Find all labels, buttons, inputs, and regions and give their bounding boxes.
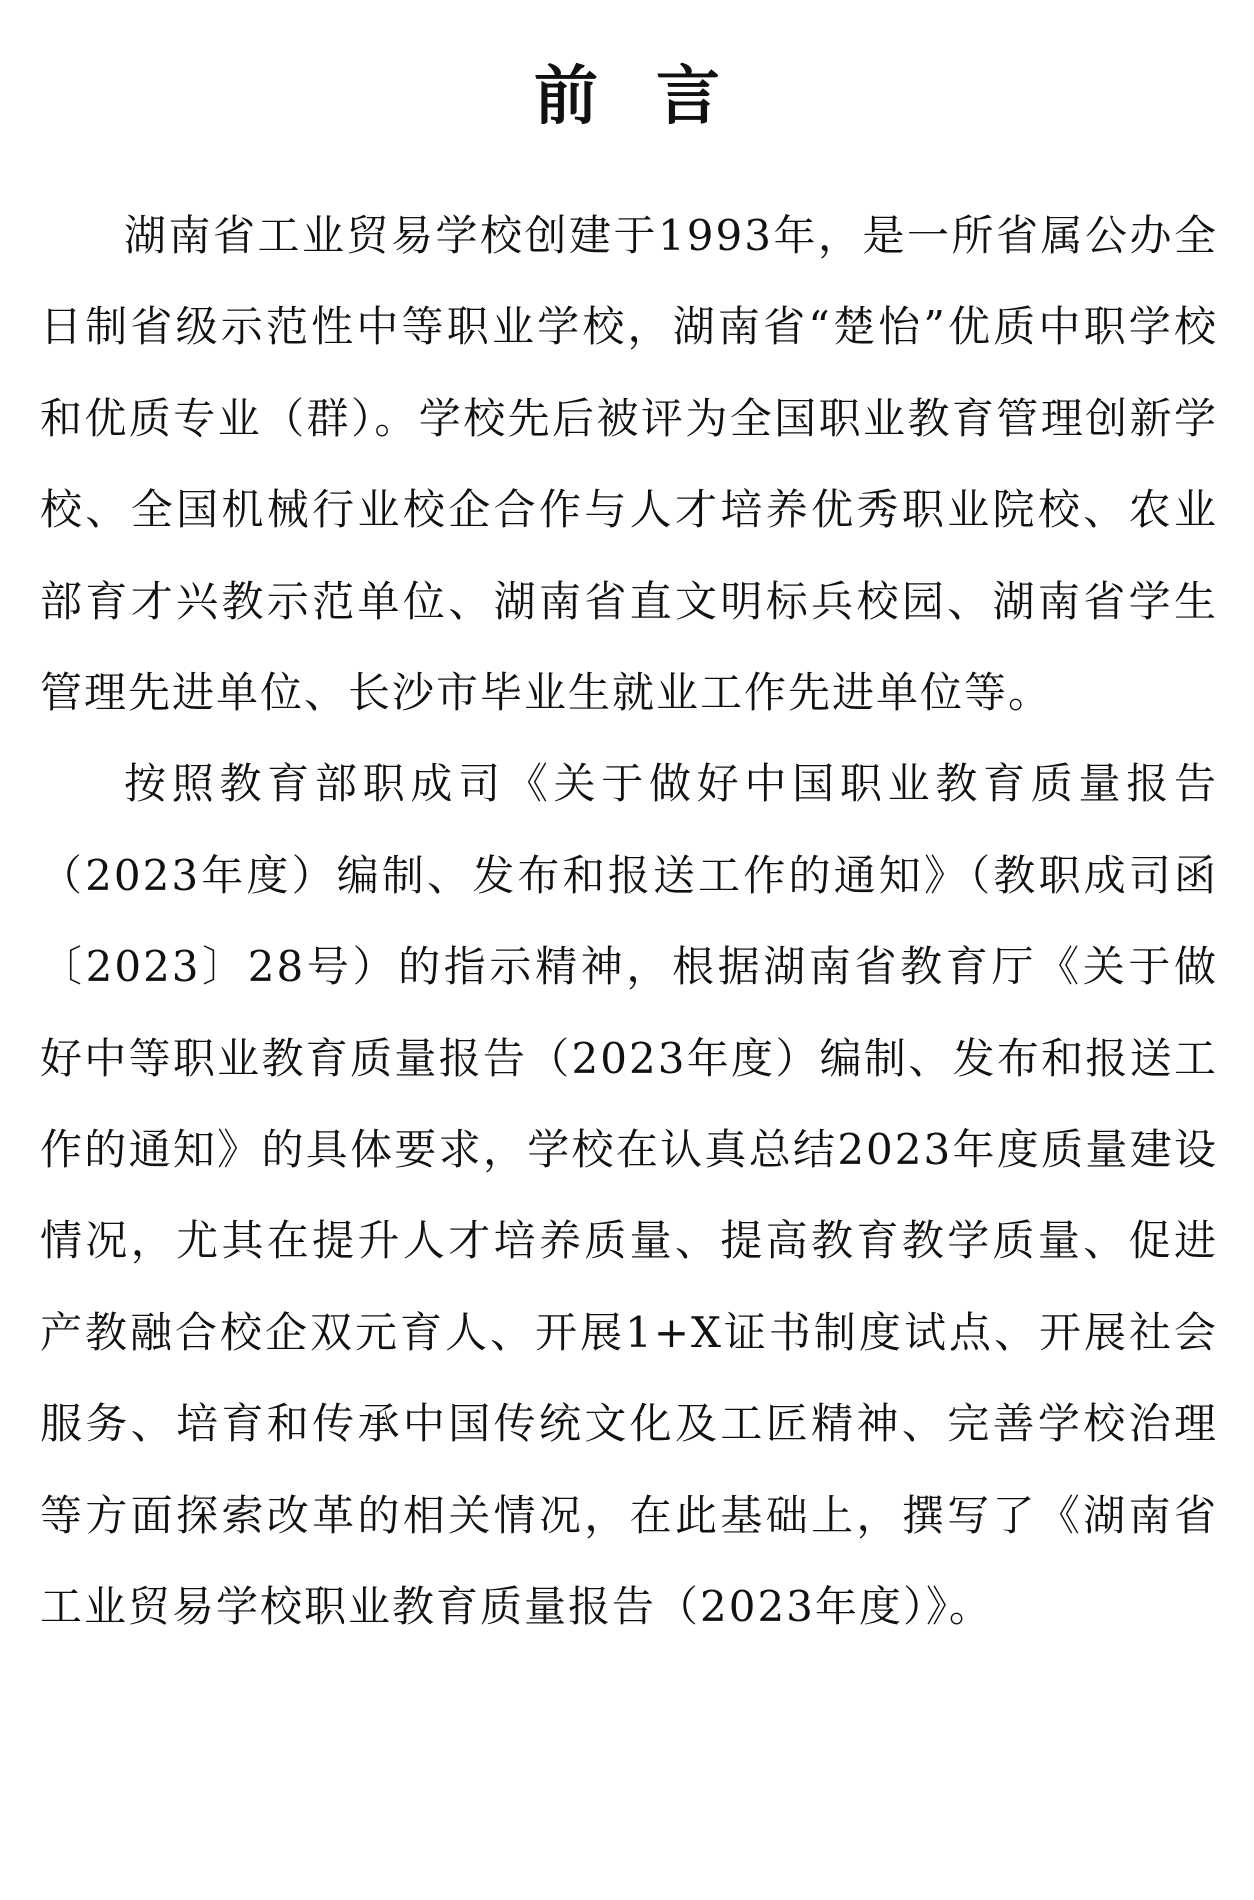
paragraph-report-basis: 按照教育部职成司《关于做好中国职业教育质量报告（2023年度）编制、发布和报送工作的通知》（教职成司函〔2023〕28号）的指示精神，根据湖南省教育厅《关于做好中等职业教育质量报告（2023年度）编制、发布和报送工作的通知》的具体要求，学校在认真总结2023年度质量建设情况，尤其在提升人才培养质量、提高教育教学质量、促进产教融合校企双元育人、开展1+X证书制度试点、开展社会服务、培育和传承中国传统文化及工匠精神、完善学校治理等方面探索改革的相关情况，在此基础上，撰写了《湖南省工业贸易学校职业教育质量报告（2023年度）》。 <box>40 759 1218 1632</box>
page-title: 前言 <box>534 59 778 134</box>
document-body <box>40 190 1218 1653</box>
paragraph-school-introduction: 湖南省工业贸易学校创建于1993年，是一所省属公办全日制省级示范性中等职业学校，湖南省“楚怡”优质中职学校和优质专业（群）。学校先后被评为全国职业教育管理创新学校、全国机械行业校企合作与人才培养优秀职业院校、农业部育才兴教示范单位、湖南省直文明标兵校园、湖南省学生管理先进单位、长沙市毕业生就业工作先进单位等。 <box>40 211 1218 718</box>
